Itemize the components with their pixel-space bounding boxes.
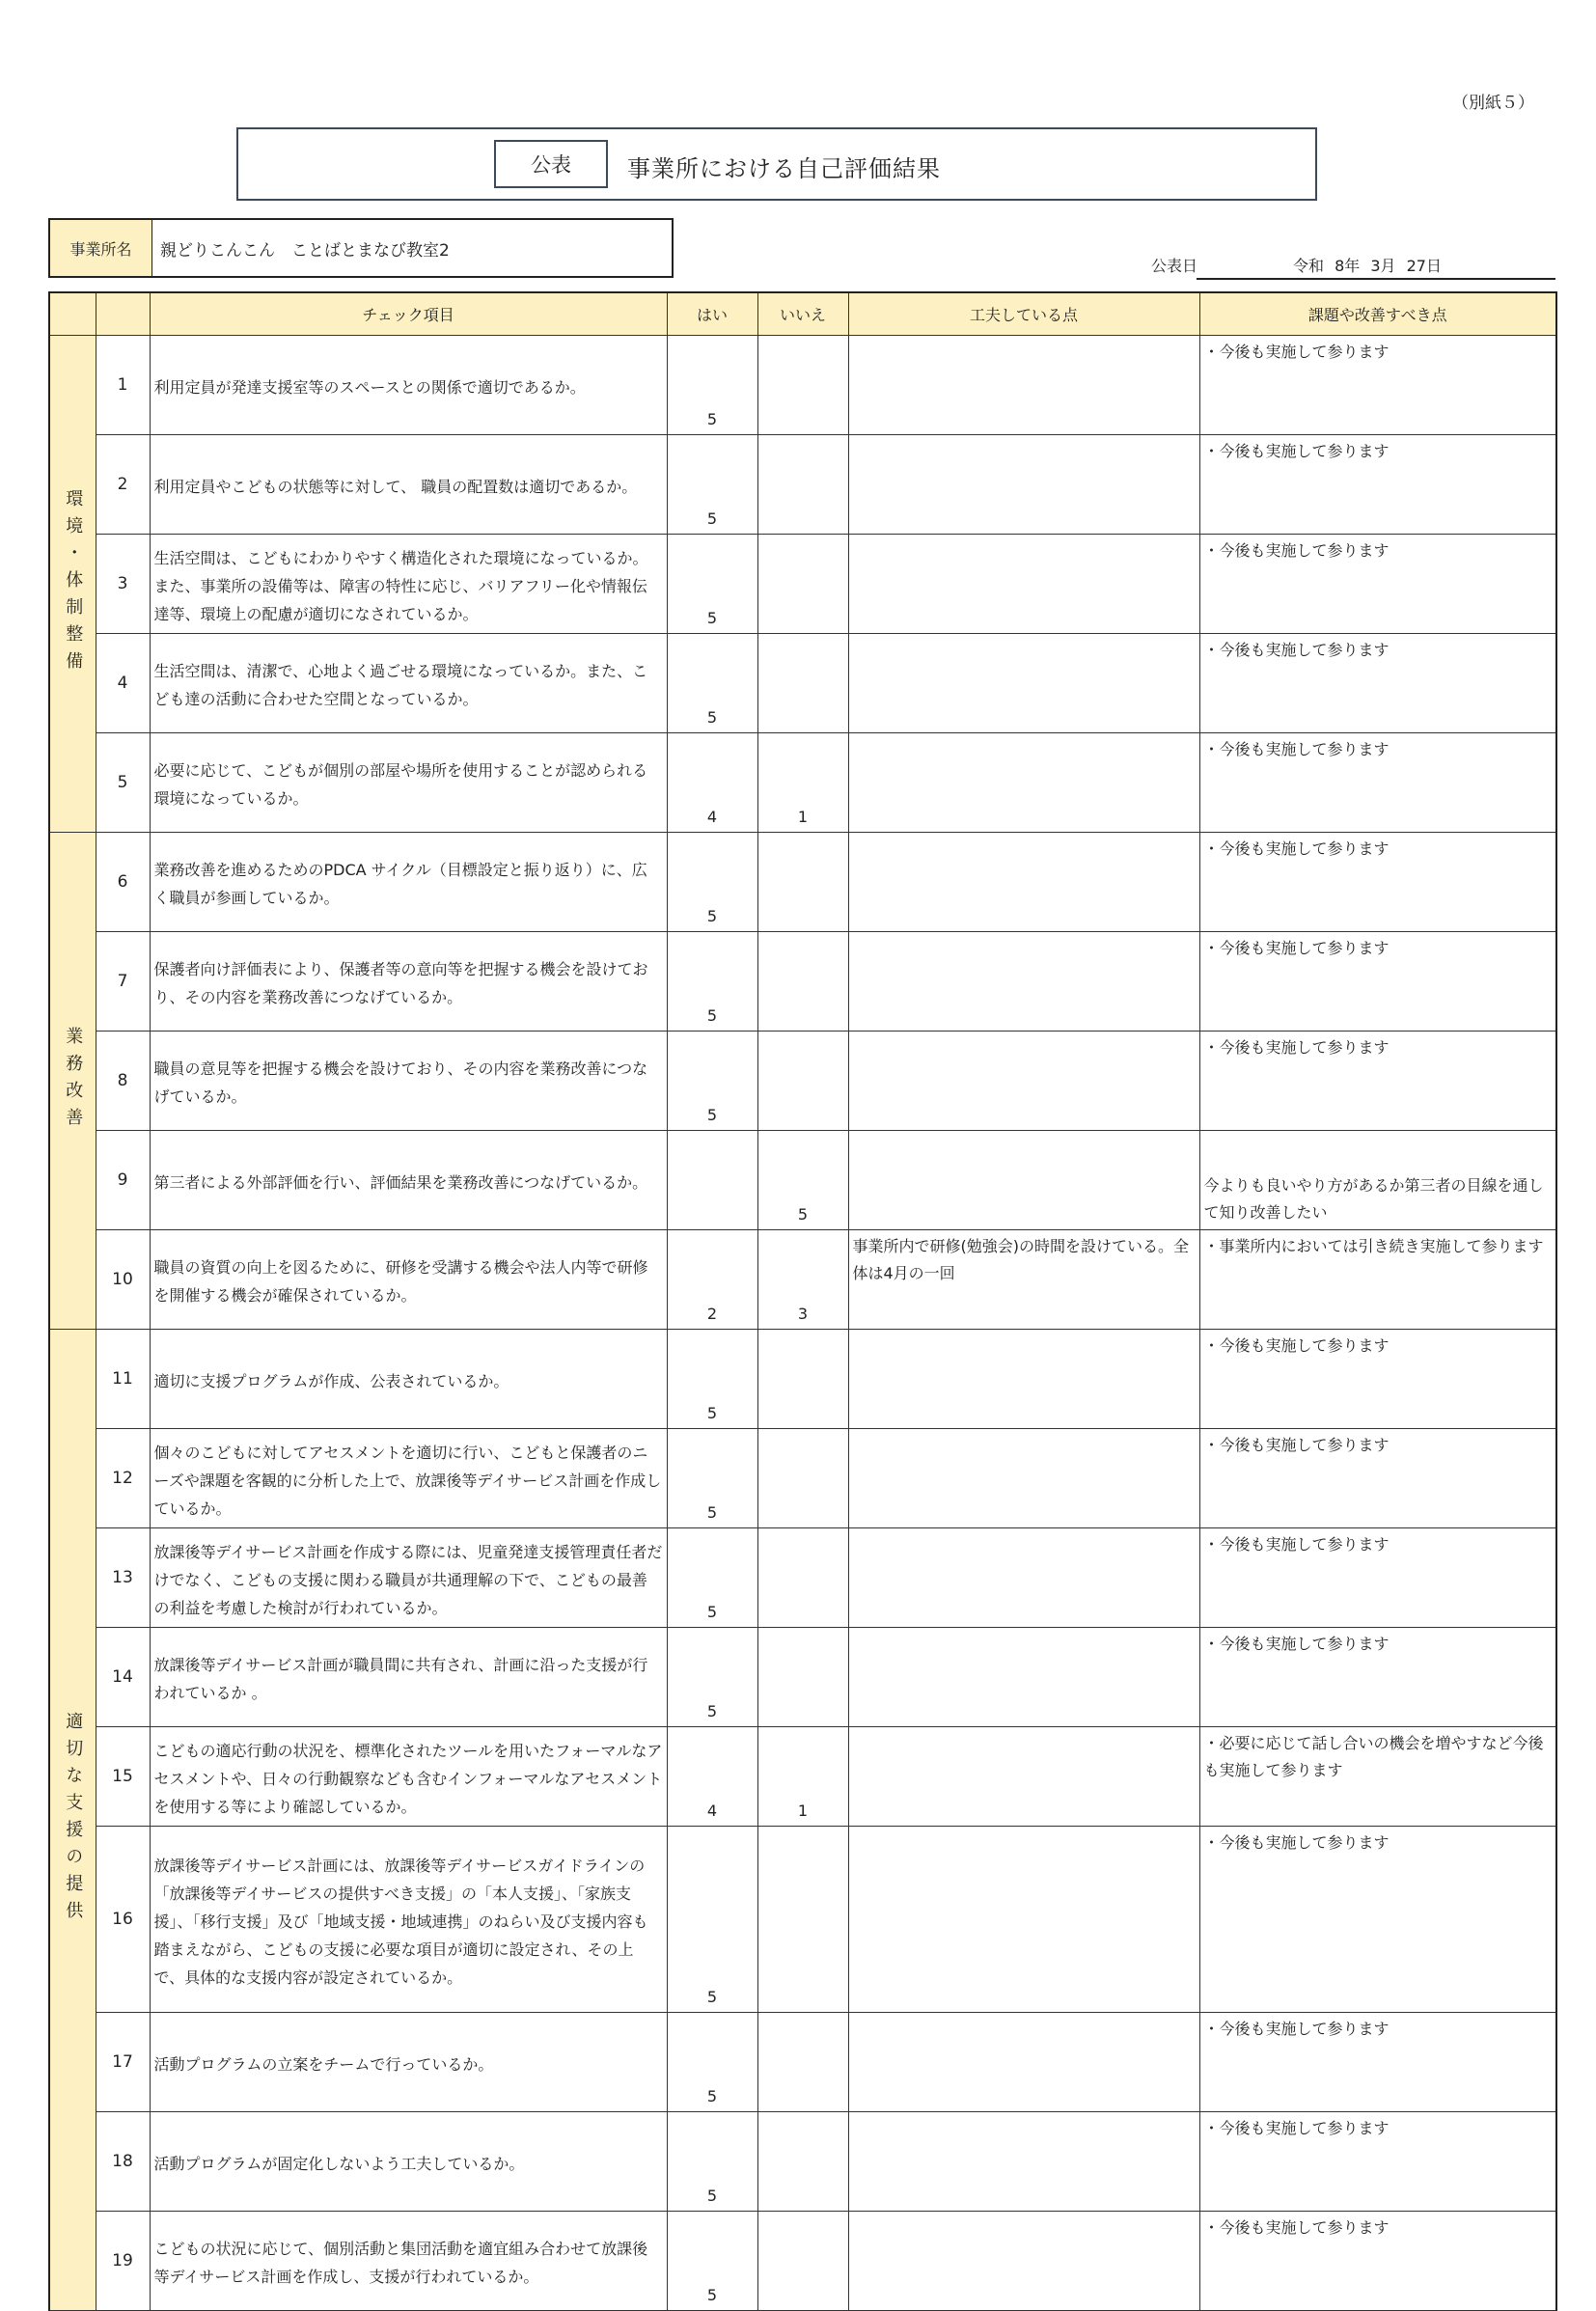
item-number: 18 — [96, 2112, 150, 2212]
issue-note: ・今後も実施して参ります — [1199, 1628, 1556, 1727]
yes-count: 5 — [667, 833, 757, 932]
item-number: 7 — [96, 932, 150, 1032]
check-item-text: こどもの状況に応じて、個別活動と集団活動を適宜組み合わせて放課後等デイサービス計画を作成し、支援が行われているか。 — [150, 2212, 667, 2311]
issue-note: ・今後も実施して参ります — [1199, 336, 1556, 435]
item-number: 17 — [96, 2013, 150, 2112]
check-item-text: 業務改善を進めるためのPDCA サイクル（目標設定と振り返り）に、広く職員が参画しているか。 — [150, 833, 667, 932]
issue-note: ・今後も実施して参ります — [1199, 535, 1556, 634]
no-count — [757, 1528, 848, 1628]
improvement-note — [848, 1032, 1199, 1131]
yes-count: 2 — [667, 1230, 757, 1330]
check-item-text: 利用定員やこどもの状態等に対して、 職員の配置数は適切であるか。 — [150, 435, 667, 535]
issue-note: ・今後も実施して参ります — [1199, 634, 1556, 733]
no-count: 3 — [757, 1230, 848, 1330]
table-row — [49, 2112, 1556, 2212]
improvement-note — [848, 336, 1199, 435]
improvement-note — [848, 1429, 1199, 1528]
item-number: 14 — [96, 1628, 150, 1727]
no-count: 5 — [757, 1131, 848, 1230]
item-number: 15 — [96, 1727, 150, 1827]
issue-note: ・今後も実施して参ります — [1199, 1827, 1556, 2013]
item-number: 4 — [96, 634, 150, 733]
item-number: 6 — [96, 833, 150, 932]
check-item-text: 生活空間は、清潔で、心地よく過ごせる環境になっているか。また、こども達の活動に合わせた空間となっているか。 — [150, 634, 667, 733]
category-label: 適切な支援の提供 — [49, 1330, 96, 2311]
yes-count: 4 — [667, 1727, 757, 1827]
table-row — [49, 932, 1556, 1032]
item-number: 13 — [96, 1528, 150, 1628]
item-number: 12 — [96, 1429, 150, 1528]
issue-note: 今よりも良いやり方があるか第三者の目線を通して知り改善したい — [1199, 1131, 1556, 1230]
no-count: 1 — [757, 733, 848, 833]
table-row — [49, 733, 1556, 833]
table-row — [49, 1330, 1556, 1429]
no-count — [757, 2112, 848, 2212]
no-count — [757, 435, 848, 535]
improvement-note — [848, 2212, 1199, 2311]
check-item-text: 生活空間は、こどもにわかりやすく構造化された環境になっているか。また、事業所の設備等は、障害の特性に応じ、バリアフリー化や情報伝達等、環境上の配慮が適切になされているか。 — [150, 535, 667, 634]
table-row — [49, 1628, 1556, 1727]
no-count — [757, 336, 848, 435]
yes-count: 5 — [667, 1330, 757, 1429]
check-item-text: 職員の意見等を把握する機会を設けており、その内容を業務改善につなげているか。 — [150, 1032, 667, 1131]
table-row — [49, 1429, 1556, 1528]
table-row — [49, 535, 1556, 634]
improvement-note — [848, 2112, 1199, 2212]
yes-count: 5 — [667, 634, 757, 733]
issue-note: ・今後も実施して参ります — [1199, 1528, 1556, 1628]
no-count — [757, 634, 848, 733]
no-count — [757, 1429, 848, 1528]
table-row — [49, 2013, 1556, 2112]
table-row — [49, 1727, 1556, 1827]
yes-count: 5 — [667, 535, 757, 634]
publication-label: 公表日 — [1151, 257, 1198, 275]
issue-note: ・今後も実施して参ります — [1199, 2112, 1556, 2212]
yes-count: 5 — [667, 1429, 757, 1528]
no-count — [757, 2212, 848, 2311]
improvement-note — [848, 833, 1199, 932]
issue-note: ・必要に応じて話し合いの機会を増やすなど今後も実施して参ります — [1199, 1727, 1556, 1827]
yes-count: 5 — [667, 1827, 757, 2013]
item-number: 3 — [96, 535, 150, 634]
item-number: 10 — [96, 1230, 150, 1330]
header-yes: はい — [667, 292, 757, 336]
publication-underline — [1197, 278, 1555, 280]
improvement-note — [848, 634, 1199, 733]
table-row — [49, 634, 1556, 733]
no-count — [757, 833, 848, 932]
improvement-note — [848, 1727, 1199, 1827]
table-row — [49, 1032, 1556, 1131]
improvement-note — [848, 1131, 1199, 1230]
table-header-row — [49, 292, 1556, 336]
check-item-text: 放課後等デイサービス計画には、放課後等デイサービスガイドラインの「放課後等デイサービスの提供すべき支援」の「本人支援」、「家族支援」、「移行支援」及び「地域支援・地域連携」のねらい及び支援内容も踏まえながら、こどもの支援に必要な項目が適切に設定され、その上で、具体的な支援内容が設定されているか。 — [150, 1827, 667, 2013]
table-row — [49, 2212, 1556, 2311]
header-category — [49, 292, 96, 336]
no-count — [757, 1628, 848, 1727]
publication-date: 令和 8年 3月 27日 — [1293, 257, 1442, 275]
item-number: 1 — [96, 336, 150, 435]
public-badge: 公表 — [494, 140, 608, 188]
check-item-text: 必要に応じて、こどもが個別の部屋や場所を使用することが認められる環境になっているか。 — [150, 733, 667, 833]
yes-count: 4 — [667, 733, 757, 833]
yes-count — [667, 1131, 757, 1230]
improvement-note — [848, 2013, 1199, 2112]
office-name: 親どりこんこん ことばとまなび教室2 — [160, 240, 450, 261]
category-label: 業務改善 — [49, 833, 96, 1330]
item-number: 9 — [96, 1131, 150, 1230]
issue-note: ・事業所内においては引き続き実施して参ります — [1199, 1230, 1556, 1330]
issue-note: ・今後も実施して参ります — [1199, 932, 1556, 1032]
yes-count: 5 — [667, 1032, 757, 1131]
item-number: 11 — [96, 1330, 150, 1429]
check-item-text: 保護者向け評価表により、保護者等の意向等を把握する機会を設けており、その内容を業務改善につなげているか。 — [150, 932, 667, 1032]
no-count — [757, 1330, 848, 1429]
header-check-item: チェック項目 — [150, 292, 667, 336]
improvement-note — [848, 1330, 1199, 1429]
annex-label: （別紙５） — [1452, 94, 1534, 113]
improvement-note — [848, 535, 1199, 634]
check-item-text: 活動プログラムが固定化しないよう工夫しているか。 — [150, 2112, 667, 2212]
issue-note: ・今後も実施して参ります — [1199, 1032, 1556, 1131]
no-count — [757, 932, 848, 1032]
yes-count: 5 — [667, 1628, 757, 1727]
header-issue: 課題や改善すべき点 — [1199, 292, 1556, 336]
item-number: 16 — [96, 1827, 150, 2013]
category-label: 環境・体制整備 — [49, 336, 96, 833]
table-row — [49, 1528, 1556, 1628]
table-row — [49, 1827, 1556, 2013]
yes-count: 5 — [667, 2013, 757, 2112]
check-item-text: 職員の資質の向上を図るために、研修を受講する機会や法人内等で研修を開催する機会が確保されているか。 — [150, 1230, 667, 1330]
check-item-text: 個々のこどもに対してアセスメントを適切に行い、こどもと保護者のニーズや課題を客観的に分析した上で、放課後等デイサービス計画を作成しているか。 — [150, 1429, 667, 1528]
header-number — [96, 292, 150, 336]
page-title: 事業所における自己評価結果 — [627, 155, 941, 182]
improvement-note — [848, 435, 1199, 535]
no-count: 1 — [757, 1727, 848, 1827]
table-row — [49, 833, 1556, 932]
header-no: いいえ — [757, 292, 848, 336]
issue-note: ・今後も実施して参ります — [1199, 733, 1556, 833]
yes-count: 5 — [667, 932, 757, 1032]
item-number: 19 — [96, 2212, 150, 2311]
improvement-note — [848, 932, 1199, 1032]
header-improve: 工夫している点 — [848, 292, 1199, 336]
issue-note: ・今後も実施して参ります — [1199, 435, 1556, 535]
check-item-text: 適切に支援プログラムが作成、公表されているか。 — [150, 1330, 667, 1429]
improvement-note — [848, 1628, 1199, 1727]
yes-count: 5 — [667, 435, 757, 535]
table-row — [49, 435, 1556, 535]
no-count — [757, 1032, 848, 1131]
check-item-text: 第三者による外部評価を行い、評価結果を業務改善につなげているか。 — [150, 1131, 667, 1230]
office-label: 事業所名 — [50, 220, 152, 276]
no-count — [757, 2013, 848, 2112]
item-number: 5 — [96, 733, 150, 833]
office-box — [48, 218, 674, 278]
no-count — [757, 1827, 848, 2013]
issue-note: ・今後も実施して参ります — [1199, 833, 1556, 932]
yes-count: 5 — [667, 2212, 757, 2311]
item-number: 2 — [96, 435, 150, 535]
table-row — [49, 336, 1556, 435]
yes-count: 5 — [667, 1528, 757, 1628]
yes-count: 5 — [667, 2112, 757, 2212]
issue-note: ・今後も実施して参ります — [1199, 1429, 1556, 1528]
table-row — [49, 1230, 1556, 1330]
yes-count: 5 — [667, 336, 757, 435]
check-item-text: 利用定員が発達支援室等のスペースとの関係で適切であるか。 — [150, 336, 667, 435]
improvement-note — [848, 1528, 1199, 1628]
issue-note: ・今後も実施して参ります — [1199, 2013, 1556, 2112]
check-item-text: 放課後等デイサービス計画を作成する際には、児童発達支援管理責任者だけでなく、こどもの支援に関わる職員が共通理解の下で、こどもの最善の利益を考慮した検討が行われているか。 — [150, 1528, 667, 1628]
improvement-note: 事業所内で研修(勉強会)の時間を設けている。全体は4月の一回 — [848, 1230, 1199, 1330]
table-row — [49, 1131, 1556, 1230]
issue-note: ・今後も実施して参ります — [1199, 1330, 1556, 1429]
check-item-text: 活動プログラムの立案をチームで行っているか。 — [150, 2013, 667, 2112]
issue-note: ・今後も実施して参ります — [1199, 2212, 1556, 2311]
item-number: 8 — [96, 1032, 150, 1131]
improvement-note — [848, 1827, 1199, 2013]
evaluation-table — [48, 291, 1557, 2311]
check-item-text: 放課後等デイサービス計画が職員間に共有され、計画に沿った支援が行われているか 。 — [150, 1628, 667, 1727]
improvement-note — [848, 733, 1199, 833]
check-item-text: こどもの適応行動の状況を、標準化されたツールを用いたフォーマルなアセスメントや、日々の行動観察なども含むインフォーマルなアセスメントを使用する等により確認しているか。 — [150, 1727, 667, 1827]
no-count — [757, 535, 848, 634]
